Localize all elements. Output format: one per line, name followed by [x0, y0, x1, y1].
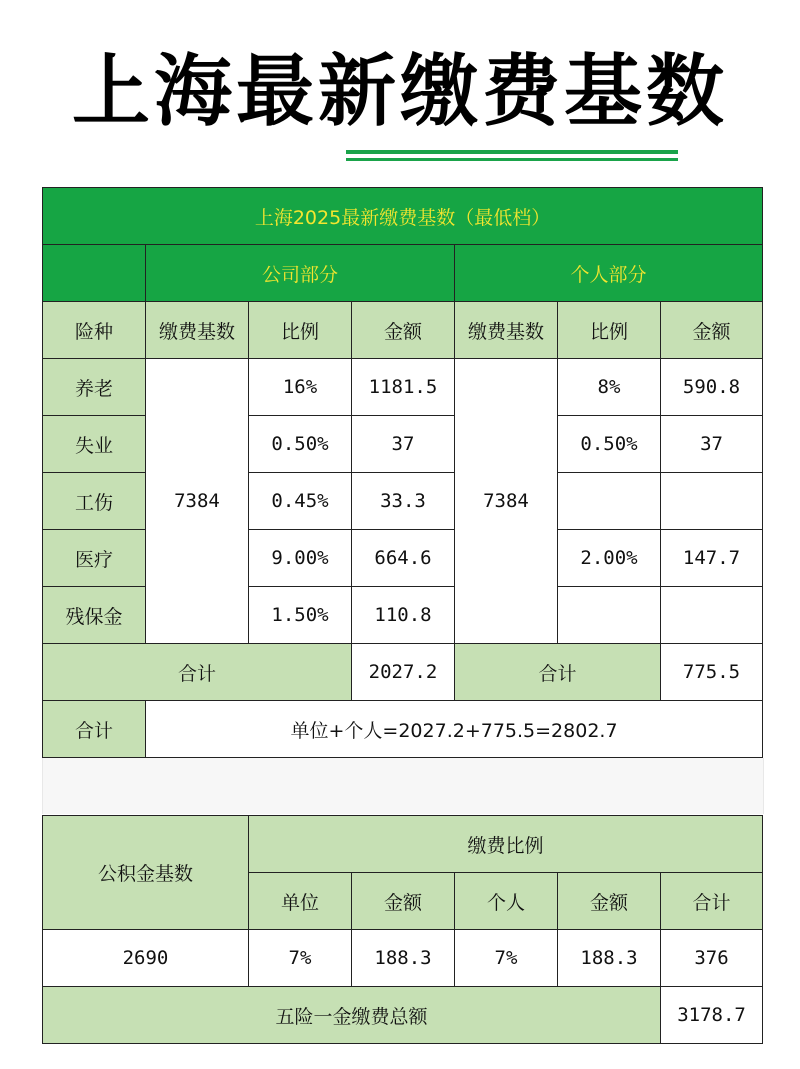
company-amount: 110.8: [352, 587, 455, 644]
personal-amount: [661, 473, 763, 530]
insurance-type: 医疗: [43, 530, 146, 587]
insurance-type: 工伤: [43, 473, 146, 530]
insurance-type: 失业: [43, 416, 146, 473]
company-rate: 1.50%: [249, 587, 352, 644]
title-underline-top: [346, 150, 678, 154]
total-label: 合计: [43, 701, 146, 758]
company-amount: 188.3: [352, 930, 455, 987]
column-header: 缴费基数: [455, 302, 558, 359]
company-section-header: 公司部分: [146, 245, 455, 302]
personal-rate: 8%: [558, 359, 661, 416]
page-title: 上海最新缴费基数: [71, 47, 728, 137]
column-header: 缴费基数: [146, 302, 249, 359]
housing-fund-base-label: 公积金基数: [43, 816, 249, 930]
company-subtotal-label: 合计: [43, 644, 352, 701]
company-total: 2027.2: [352, 644, 455, 701]
housing-fund-base: 2690: [43, 930, 249, 987]
personal-amount: 590.8: [661, 359, 763, 416]
column-header: 个人: [455, 873, 558, 930]
column-header: 合计: [661, 873, 763, 930]
company-base: 7384: [146, 359, 249, 644]
personal-subtotal-label: 合计: [455, 644, 661, 701]
personal-amount: 147.7: [661, 530, 763, 587]
personal-base: 7384: [455, 359, 558, 644]
insurance-type: 残保金: [43, 587, 146, 644]
column-header: 比例: [249, 302, 352, 359]
company-rate: 16%: [249, 359, 352, 416]
personal-amount: 188.3: [558, 930, 661, 987]
subtotal-row: [43, 644, 763, 701]
company-amount: 664.6: [352, 530, 455, 587]
column-header: 比例: [558, 302, 661, 359]
column-header: 金额: [352, 873, 455, 930]
housing-fund-table: [42, 815, 763, 1044]
company-rate: 0.45%: [249, 473, 352, 530]
table-row: [43, 359, 763, 416]
column-header: 单位: [249, 873, 352, 930]
personal-amount: 37: [661, 416, 763, 473]
column-header: 金额: [352, 302, 455, 359]
personal-section-header: 个人部分: [455, 245, 763, 302]
title-underline-bottom: [346, 158, 678, 161]
social-insurance-table: [42, 187, 763, 758]
grand-total: 3178.7: [661, 987, 763, 1044]
personal-rate: 7%: [455, 930, 558, 987]
company-amount: 1181.5: [352, 359, 455, 416]
personal-rate: [558, 473, 661, 530]
section-corner: [43, 245, 146, 302]
personal-rate: [558, 587, 661, 644]
company-rate: 0.50%: [249, 416, 352, 473]
table-row: [43, 930, 763, 987]
table-header: 上海2025最新缴费基数（最低档）: [43, 188, 763, 245]
table-spacer: [42, 758, 764, 814]
rate-header: 缴费比例: [249, 816, 763, 873]
column-header: 金额: [661, 302, 763, 359]
company-amount: 33.3: [352, 473, 455, 530]
company-rate: 9.00%: [249, 530, 352, 587]
column-header: 金额: [558, 873, 661, 930]
total-formula: 单位+个人=2027.2+775.5=2802.7: [146, 701, 763, 758]
grand-total-label: 五险一金缴费总额: [43, 987, 661, 1044]
grand-total-row: [43, 987, 763, 1044]
personal-amount: [661, 587, 763, 644]
personal-rate: 0.50%: [558, 416, 661, 473]
insurance-type: 养老: [43, 359, 146, 416]
company-amount: 37: [352, 416, 455, 473]
total-row: [43, 701, 763, 758]
personal-rate: 2.00%: [558, 530, 661, 587]
personal-total: 775.5: [661, 644, 763, 701]
column-header: 险种: [43, 302, 146, 359]
housing-fund-sum: 376: [661, 930, 763, 987]
company-rate: 7%: [249, 930, 352, 987]
